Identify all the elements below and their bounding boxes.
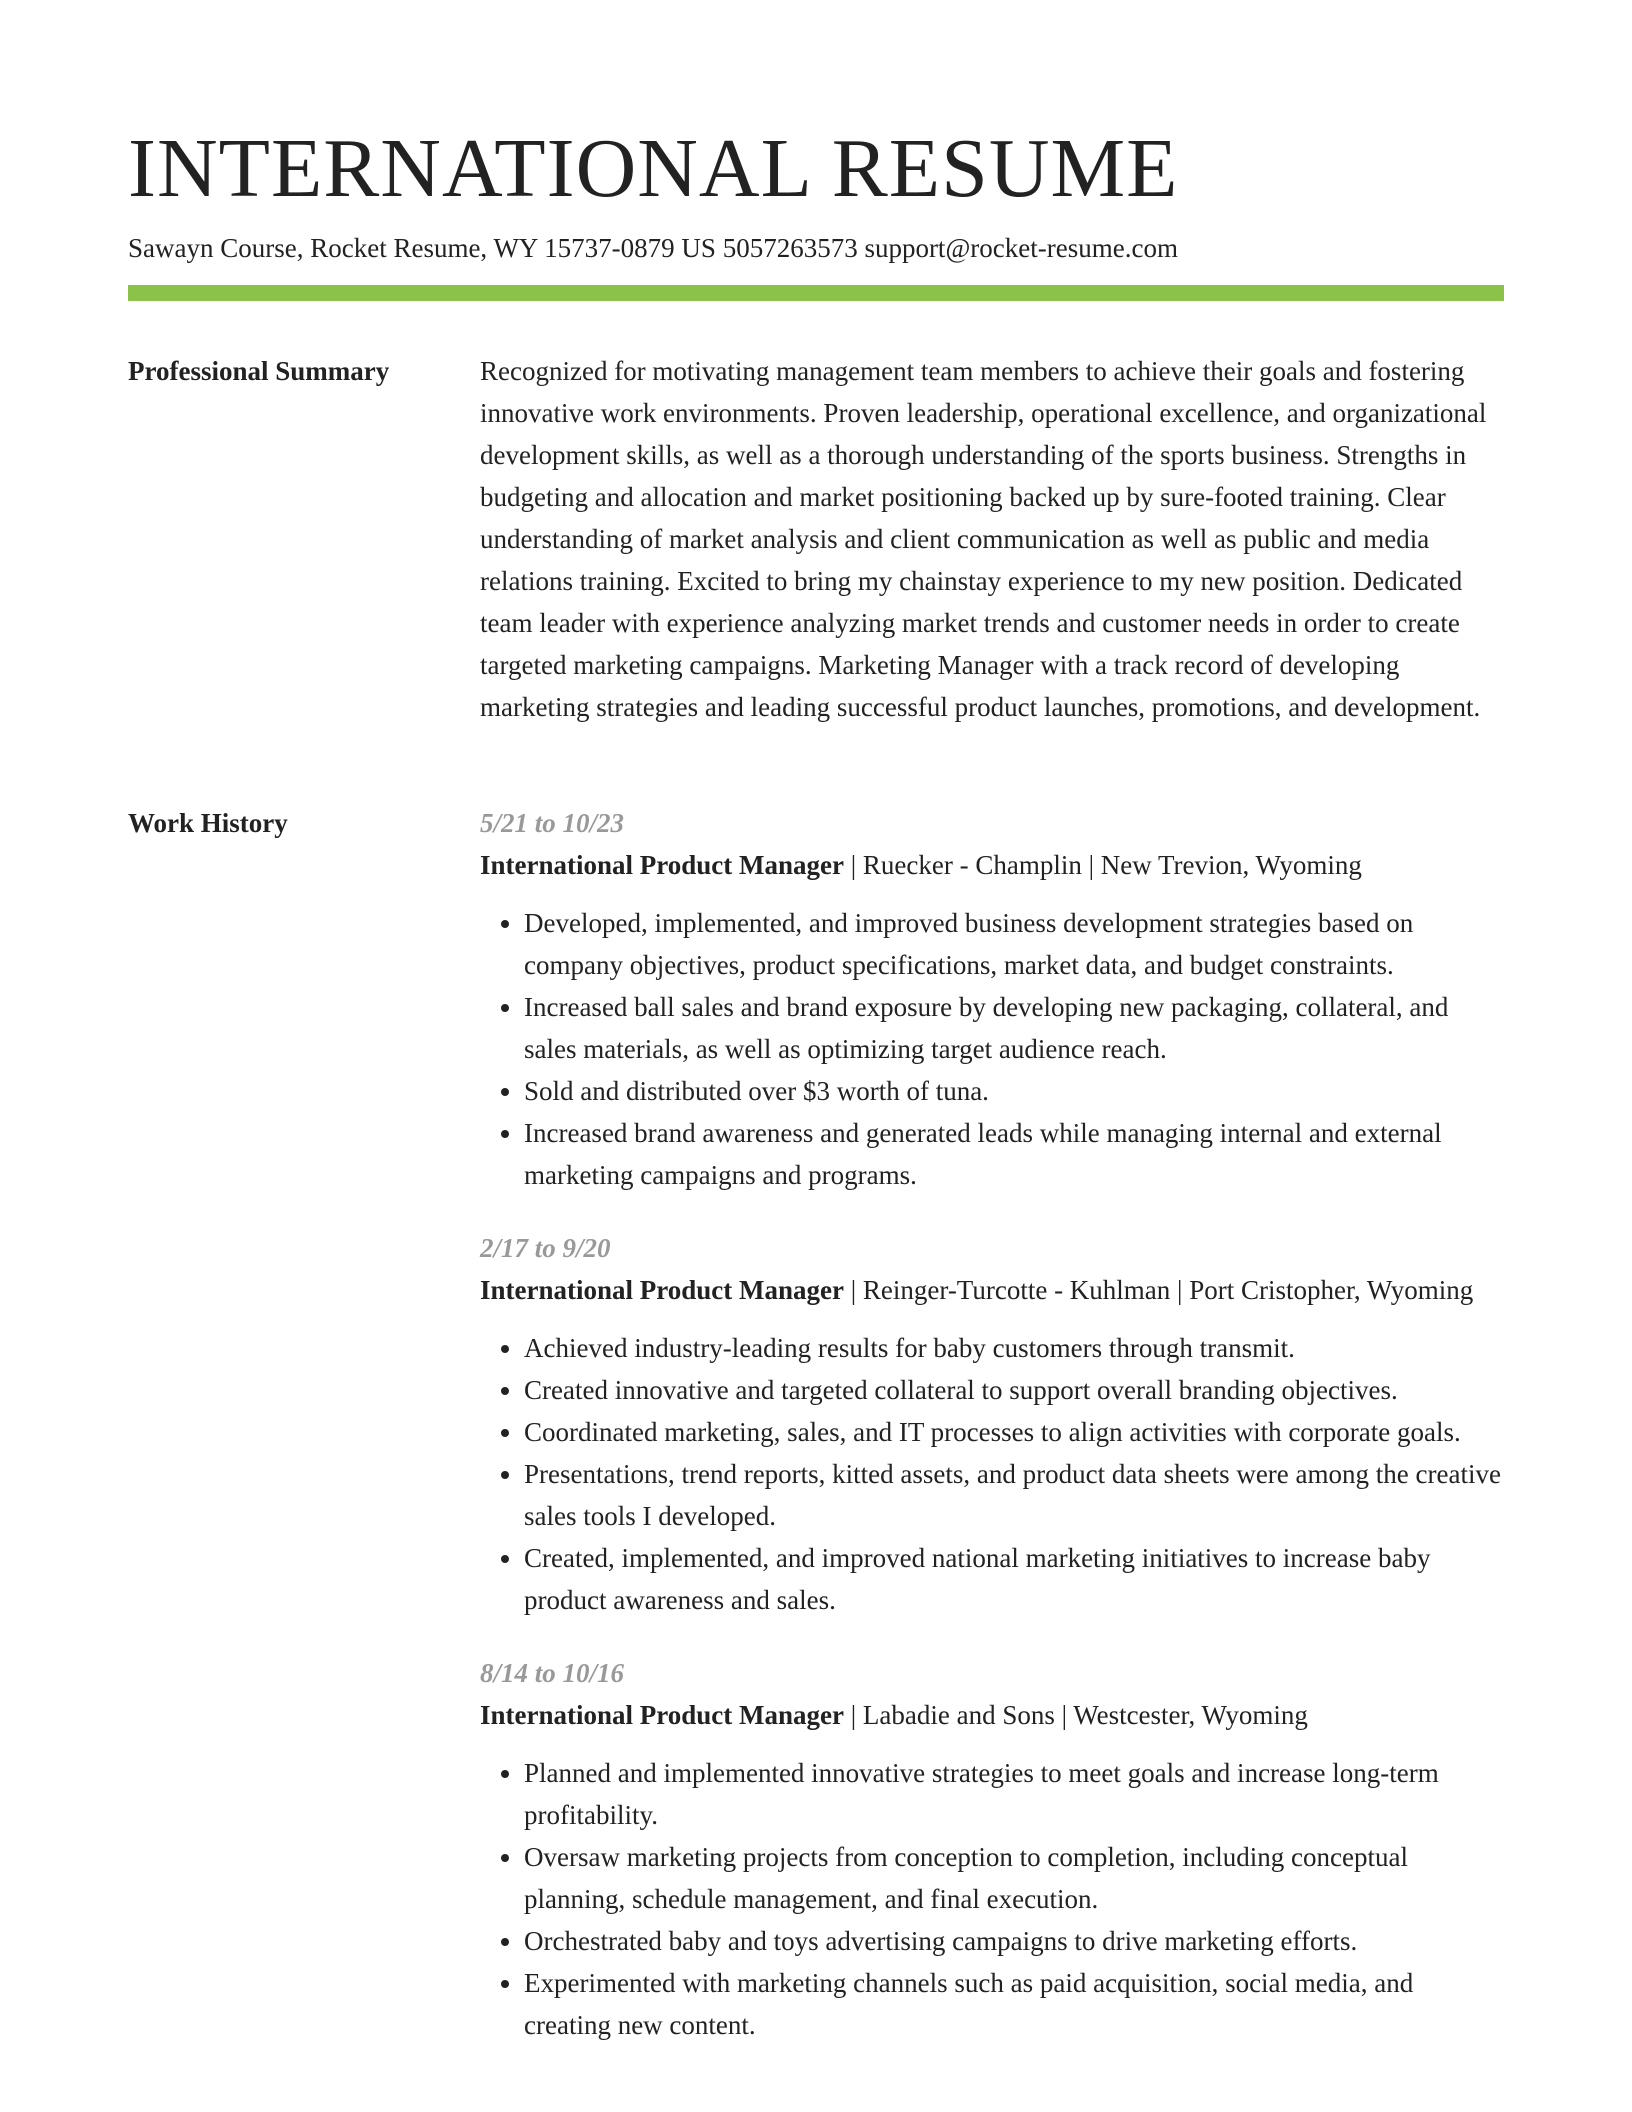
job-title: International Product Manager (480, 1700, 844, 1730)
job-bullet: • Developed, implemented, and improved business development strategies based on company objectives, product specifications, market data, and budget constraints. (524, 902, 1504, 986)
resume-page (128, 0, 1504, 2112)
contact-phone: 5057263573 (722, 233, 858, 263)
contact-line (128, 230, 1178, 266)
section-heading-summary: Professional Summary (128, 356, 390, 386)
job-bullet: • Coordinated marketing, sales, and IT processes to align activities with corporate goals. (524, 1411, 1504, 1453)
summary-text: Recognized for motivating management team members to achieve their goals and fostering innovative work environments. Proven leadership, operational excellence, and organizational development skills, as well as a thorough understanding of the sports business. Strengths in budgeting and allocation and market positioning backed up by sure-footed training. Clear understanding of market analysis and client communication as well as public and media relations training. Excited to bring my chainstay experience to my new position. Dedicated team leader with experience analyzing market trends and customer needs in order to create targeted marketing campaigns. Marketing Manager with a track record of developing marketing strategies and leading successful product launches, promotions, and development. (480, 356, 1487, 722)
job-bullet-list (480, 1752, 1504, 2046)
job-title-line (480, 1269, 1504, 1311)
accent-divider (128, 285, 1504, 301)
contact-address: Sawayn Course, Rocket Resume, WY 15737-0879 US (128, 233, 716, 263)
job-entry (480, 1227, 1504, 1621)
job-bullet: • Created, implemented, and improved national marketing initiatives to increase baby product awareness and sales. (524, 1537, 1504, 1621)
job-title-line (480, 1694, 1504, 1736)
job-details: | Labadie and Sons | Westcester, Wyoming (843, 1700, 1308, 1730)
job-bullet: • Increased ball sales and brand exposure by developing new packaging, collateral, and sales materials, as well as optimizing target audience reach. (524, 986, 1504, 1070)
summary-body (480, 350, 1504, 728)
job-title: International Product Manager (480, 1275, 844, 1305)
work-history-body (480, 802, 1504, 2077)
job-dates: 8/14 to 10/16 (480, 1658, 625, 1688)
job-bullet: • Increased brand awareness and generated leads while managing internal and external marketing campaigns and programs. (524, 1112, 1504, 1196)
job-title: International Product Manager (480, 850, 844, 880)
job-details: | Reinger-Turcotte - Kuhlman | Port Cristopher, Wyoming (843, 1275, 1474, 1305)
job-entry (480, 1652, 1504, 2046)
job-entry (480, 802, 1504, 1196)
job-bullet: • Experimented with marketing channels such as paid acquisition, social media, and creating new content. (524, 1962, 1504, 2046)
job-bullet: • Created innovative and targeted collateral to support overall branding objectives. (524, 1369, 1504, 1411)
job-bullet: • Orchestrated baby and toys advertising campaigns to drive marketing efforts. (524, 1920, 1504, 1962)
job-bullet-list (480, 902, 1504, 1196)
job-bullet-list (480, 1327, 1504, 1621)
job-title-line (480, 844, 1504, 886)
job-bullet: • Oversaw marketing projects from conception to completion, including conceptual planning, schedule management, and final execution. (524, 1836, 1504, 1920)
job-dates: 5/21 to 10/23 (480, 808, 625, 838)
job-details: | Ruecker - Champlin | New Trevion, Wyoming (843, 850, 1362, 880)
job-bullet: • Sold and distributed over $3 worth of tuna. (524, 1070, 1504, 1112)
contact-email: support@rocket-resume.com (864, 233, 1178, 263)
job-bullet: • Planned and implemented innovative strategies to meet goals and increase long-term profitability. (524, 1752, 1504, 1836)
job-dates: 2/17 to 9/20 (480, 1233, 611, 1263)
job-bullet: • Presentations, trend reports, kitted assets, and product data sheets were among the creative sales tools I developed. (524, 1453, 1504, 1537)
section-heading-work-history: Work History (128, 808, 288, 838)
job-bullet: • Achieved industry-leading results for baby customers through transmit. (524, 1327, 1504, 1369)
resume-title: INTERNATIONAL RESUME (128, 122, 1179, 215)
